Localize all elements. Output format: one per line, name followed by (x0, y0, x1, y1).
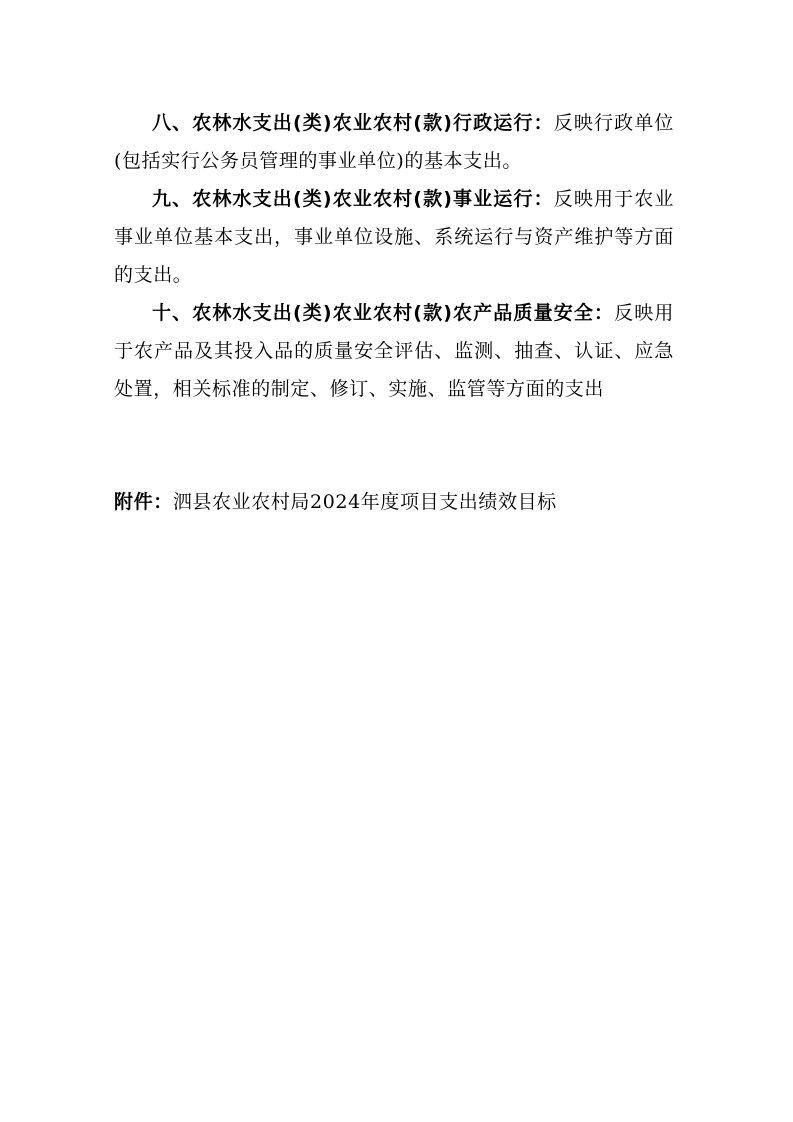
paragraph-item-8 (114, 104, 674, 180)
document-body (114, 104, 674, 408)
paragraph-body: 反映行政单位(包括实行公务员管理的事业单位)的基本支出。 (114, 112, 674, 172)
paragraph-heading: 八、农林水支出(类)农业农村(款)行政运行： (152, 112, 554, 134)
paragraph-item-9 (114, 180, 674, 294)
attachment-label: 附件： (114, 491, 173, 513)
paragraph-item-10 (114, 294, 674, 408)
paragraph-heading: 十、农林水支出(类)农业农村(款)农产品质量安全： (152, 302, 615, 324)
paragraph-heading: 九、农林水支出(类)农业农村(款)事业运行： (152, 188, 554, 210)
paragraph-body: 反映用于农业事业单位基本支出，事业单位设施、系统运行与资产维护等方面的支出。 (114, 188, 674, 286)
paragraph-body: 反映用于农产品及其投入品的质量安全评估、监测、抽查、认证、应急处置，相关标准的制定、修订、实施、监管等方面的支出 (114, 302, 674, 400)
attachment-text: 泗县农业农村局2024年度项目支出绩效目标 (172, 491, 557, 513)
attachment-line (114, 483, 714, 521)
